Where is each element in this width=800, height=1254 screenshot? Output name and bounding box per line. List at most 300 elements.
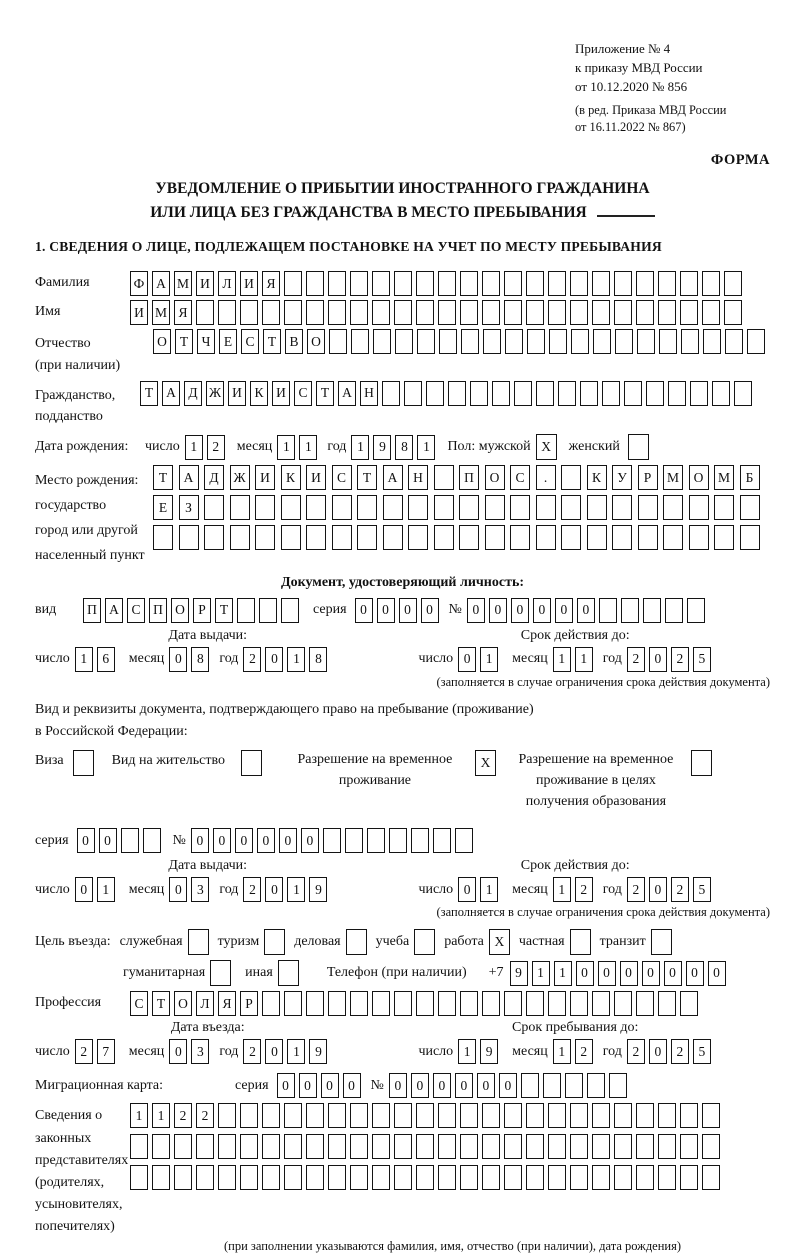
representative-cell[interactable]: 2 — [174, 1103, 192, 1128]
surname-cell[interactable] — [658, 271, 676, 296]
representative-cell[interactable] — [460, 1134, 478, 1159]
name-cell[interactable] — [702, 300, 720, 325]
residence-expiry-year-cell[interactable]: 2 — [671, 877, 689, 902]
phone-digit-cell[interactable]: 9 — [510, 961, 528, 986]
surname-cell[interactable] — [416, 271, 434, 296]
surname-cell[interactable] — [548, 271, 566, 296]
patronymic-cell[interactable] — [615, 329, 633, 354]
edu-permit-checkbox[interactable] — [691, 750, 712, 776]
birth-place-cell[interactable] — [536, 495, 556, 520]
entry-day-cell[interactable]: 2 — [75, 1039, 93, 1064]
surname-cell[interactable]: М — [174, 271, 192, 296]
patronymic-cell[interactable] — [703, 329, 721, 354]
citizenship-cell[interactable] — [624, 381, 642, 406]
profession-cell[interactable] — [372, 991, 390, 1016]
birth-place-cell[interactable] — [408, 525, 428, 550]
profession-cell[interactable] — [680, 991, 698, 1016]
representative-cell[interactable] — [218, 1134, 236, 1159]
doc-kind-cell[interactable]: П — [149, 598, 167, 623]
representative-cell[interactable] — [284, 1103, 302, 1128]
migration-number-cell[interactable] — [543, 1073, 561, 1098]
name-cell[interactable] — [416, 300, 434, 325]
residence-number-cell[interactable] — [411, 828, 429, 853]
doc-series-cell[interactable]: 0 — [377, 598, 395, 623]
birth-place-cell[interactable] — [689, 495, 709, 520]
name-cell[interactable] — [614, 300, 632, 325]
residence-number-cell[interactable] — [323, 828, 341, 853]
patronymic-cell[interactable] — [681, 329, 699, 354]
birth-day-cell[interactable]: 1 — [185, 435, 203, 460]
stay-year-cell[interactable]: 0 — [649, 1039, 667, 1064]
profession-cell[interactable] — [482, 991, 500, 1016]
patronymic-cell[interactable] — [637, 329, 655, 354]
birth-place-cell[interactable] — [510, 525, 530, 550]
citizenship-cell[interactable] — [492, 381, 510, 406]
profession-cell[interactable] — [460, 991, 478, 1016]
migration-number-cell[interactable]: 0 — [455, 1073, 473, 1098]
purpose-transit-checkbox[interactable] — [651, 929, 672, 955]
representative-cell[interactable] — [262, 1165, 280, 1190]
name-cell[interactable] — [548, 300, 566, 325]
representative-cell[interactable] — [658, 1103, 676, 1128]
doc-number-cell[interactable]: 0 — [555, 598, 573, 623]
birth-place-cell[interactable]: С — [510, 465, 530, 490]
residence-expiry-year-cell[interactable]: 2 — [627, 877, 645, 902]
citizenship-cell[interactable] — [404, 381, 422, 406]
doc-kind-cell[interactable]: П — [83, 598, 101, 623]
doc-number-cell[interactable]: 0 — [577, 598, 595, 623]
residence-issue-month-cell[interactable]: 3 — [191, 877, 209, 902]
birth-place-cell[interactable] — [587, 495, 607, 520]
doc-number-cell[interactable] — [621, 598, 639, 623]
doc-kind-cell[interactable]: С — [127, 598, 145, 623]
patronymic-cell[interactable] — [549, 329, 567, 354]
surname-cell[interactable] — [284, 271, 302, 296]
profession-cell[interactable] — [262, 991, 280, 1016]
birth-place-cell[interactable] — [408, 495, 428, 520]
patronymic-cell[interactable]: С — [241, 329, 259, 354]
profession-cell[interactable] — [284, 991, 302, 1016]
birth-place-cell[interactable] — [561, 495, 581, 520]
birth-place-cell[interactable] — [383, 525, 403, 550]
representative-cell[interactable] — [372, 1103, 390, 1128]
representative-cell[interactable] — [394, 1103, 412, 1128]
profession-cell[interactable] — [306, 991, 324, 1016]
birth-place-cell[interactable]: Д — [204, 465, 224, 490]
representative-cell[interactable] — [636, 1165, 654, 1190]
residence-permit-checkbox[interactable] — [241, 750, 262, 776]
birth-place-cell[interactable] — [587, 525, 607, 550]
citizenship-cell[interactable] — [426, 381, 444, 406]
representative-cell[interactable] — [658, 1165, 676, 1190]
representative-cell[interactable]: 1 — [130, 1103, 148, 1128]
birth-place-cell[interactable]: И — [306, 465, 326, 490]
profession-cell[interactable]: С — [130, 991, 148, 1016]
name-cell[interactable] — [460, 300, 478, 325]
surname-cell[interactable] — [680, 271, 698, 296]
surname-cell[interactable] — [438, 271, 456, 296]
birth-place-cell[interactable] — [561, 465, 581, 490]
doc-issue-year-cell[interactable]: 8 — [309, 647, 327, 672]
name-cell[interactable] — [394, 300, 412, 325]
birth-place-cell[interactable] — [255, 495, 275, 520]
birth-place-cell[interactable] — [255, 525, 275, 550]
residence-issue-year-cell[interactable]: 9 — [309, 877, 327, 902]
purpose-study-checkbox[interactable] — [414, 929, 435, 955]
birth-place-cell[interactable]: М — [714, 465, 734, 490]
patronymic-cell[interactable] — [571, 329, 589, 354]
representative-cell[interactable] — [306, 1103, 324, 1128]
birth-place-cell[interactable]: У — [612, 465, 632, 490]
residence-expiry-month-cell[interactable]: 1 — [553, 877, 571, 902]
patronymic-cell[interactable] — [395, 329, 413, 354]
doc-expiry-month-cell[interactable]: 1 — [575, 647, 593, 672]
migration-series-cell[interactable]: 0 — [299, 1073, 317, 1098]
representative-cell[interactable] — [218, 1165, 236, 1190]
profession-cell[interactable] — [328, 991, 346, 1016]
surname-cell[interactable] — [482, 271, 500, 296]
purpose-humanitarian-checkbox[interactable] — [210, 960, 231, 986]
representative-cell[interactable] — [614, 1103, 632, 1128]
representative-cell[interactable] — [548, 1103, 566, 1128]
birth-place-cell[interactable] — [434, 495, 454, 520]
representative-cell[interactable] — [416, 1103, 434, 1128]
patronymic-cell[interactable]: В — [285, 329, 303, 354]
name-cell[interactable] — [196, 300, 214, 325]
doc-kind-cell[interactable] — [237, 598, 255, 623]
representative-cell[interactable] — [174, 1165, 192, 1190]
doc-kind-cell[interactable] — [281, 598, 299, 623]
patronymic-cell[interactable] — [747, 329, 765, 354]
birth-place-cell[interactable]: О — [485, 465, 505, 490]
profession-cell[interactable]: О — [174, 991, 192, 1016]
surname-cell[interactable] — [570, 271, 588, 296]
representative-cell[interactable] — [130, 1134, 148, 1159]
doc-expiry-year-cell[interactable]: 2 — [627, 647, 645, 672]
citizenship-cell[interactable] — [734, 381, 752, 406]
representative-cell[interactable] — [372, 1165, 390, 1190]
name-cell[interactable] — [240, 300, 258, 325]
residence-series-cell[interactable]: 0 — [77, 828, 95, 853]
name-cell[interactable] — [636, 300, 654, 325]
profession-cell[interactable]: Р — [240, 991, 258, 1016]
purpose-official-checkbox[interactable] — [188, 929, 209, 955]
name-cell[interactable] — [724, 300, 742, 325]
migration-number-cell[interactable] — [609, 1073, 627, 1098]
doc-series-cell[interactable]: 0 — [355, 598, 373, 623]
patronymic-cell[interactable] — [351, 329, 369, 354]
entry-year-cell[interactable]: 9 — [309, 1039, 327, 1064]
representative-cell[interactable] — [152, 1134, 170, 1159]
patronymic-cell[interactable] — [461, 329, 479, 354]
phone-digit-cell[interactable]: 1 — [554, 961, 572, 986]
doc-issue-year-cell[interactable]: 0 — [265, 647, 283, 672]
surname-cell[interactable] — [504, 271, 522, 296]
name-cell[interactable] — [504, 300, 522, 325]
migration-series-cell[interactable]: 0 — [277, 1073, 295, 1098]
phone-digit-cell[interactable]: 1 — [532, 961, 550, 986]
stay-month-cell[interactable]: 2 — [575, 1039, 593, 1064]
patronymic-cell[interactable] — [417, 329, 435, 354]
birth-place-cell[interactable] — [281, 525, 301, 550]
patronymic-cell[interactable] — [725, 329, 743, 354]
representative-cell[interactable] — [394, 1165, 412, 1190]
residence-expiry-day-cell[interactable]: 0 — [458, 877, 476, 902]
residence-number-cell[interactable]: 0 — [279, 828, 297, 853]
citizenship-cell[interactable]: Т — [140, 381, 158, 406]
birth-month-cell[interactable]: 1 — [299, 435, 317, 460]
doc-number-cell[interactable]: 0 — [489, 598, 507, 623]
representative-cell[interactable] — [416, 1134, 434, 1159]
name-cell[interactable] — [438, 300, 456, 325]
citizenship-cell[interactable]: Т — [316, 381, 334, 406]
citizenship-cell[interactable] — [580, 381, 598, 406]
birth-place-cell[interactable] — [663, 495, 683, 520]
surname-cell[interactable] — [394, 271, 412, 296]
birth-place-cell[interactable] — [153, 525, 173, 550]
citizenship-cell[interactable] — [536, 381, 554, 406]
birth-place-cell[interactable] — [357, 495, 377, 520]
profession-cell[interactable] — [438, 991, 456, 1016]
name-cell[interactable] — [658, 300, 676, 325]
patronymic-cell[interactable]: Т — [263, 329, 281, 354]
birth-place-cell[interactable] — [434, 525, 454, 550]
name-cell[interactable]: Я — [174, 300, 192, 325]
citizenship-cell[interactable]: И — [272, 381, 290, 406]
birth-place-cell[interactable]: Е — [153, 495, 173, 520]
residence-number-cell[interactable]: 0 — [235, 828, 253, 853]
birth-place-cell[interactable]: С — [332, 465, 352, 490]
representative-cell[interactable] — [196, 1165, 214, 1190]
surname-cell[interactable] — [724, 271, 742, 296]
representative-cell[interactable] — [592, 1103, 610, 1128]
birth-place-cell[interactable]: Р — [638, 465, 658, 490]
doc-kind-cell[interactable]: Т — [215, 598, 233, 623]
citizenship-cell[interactable]: Д — [184, 381, 202, 406]
birth-place-cell[interactable]: И — [255, 465, 275, 490]
representative-cell[interactable] — [636, 1134, 654, 1159]
surname-cell[interactable] — [350, 271, 368, 296]
birth-place-cell[interactable]: З — [179, 495, 199, 520]
representative-cell[interactable] — [262, 1103, 280, 1128]
birth-place-cell[interactable] — [306, 525, 326, 550]
birth-place-cell[interactable]: К — [587, 465, 607, 490]
representative-cell[interactable] — [680, 1103, 698, 1128]
residence-series-cell[interactable] — [143, 828, 161, 853]
stay-year-cell[interactable]: 5 — [693, 1039, 711, 1064]
surname-cell[interactable]: Я — [262, 271, 280, 296]
doc-series-cell[interactable]: 0 — [399, 598, 417, 623]
doc-issue-month-cell[interactable]: 0 — [169, 647, 187, 672]
representative-cell[interactable] — [504, 1134, 522, 1159]
representative-cell[interactable] — [526, 1103, 544, 1128]
birth-place-cell[interactable] — [510, 495, 530, 520]
representative-cell[interactable] — [394, 1134, 412, 1159]
residence-number-cell[interactable] — [345, 828, 363, 853]
profession-cell[interactable]: Т — [152, 991, 170, 1016]
doc-expiry-year-cell[interactable]: 5 — [693, 647, 711, 672]
birth-place-cell[interactable] — [485, 495, 505, 520]
entry-month-cell[interactable]: 3 — [191, 1039, 209, 1064]
purpose-private-checkbox[interactable] — [570, 929, 591, 955]
birth-place-cell[interactable] — [204, 495, 224, 520]
birth-year-cell[interactable]: 1 — [417, 435, 435, 460]
representative-cell[interactable] — [438, 1165, 456, 1190]
birth-day-cell[interactable]: 2 — [207, 435, 225, 460]
citizenship-cell[interactable]: И — [228, 381, 246, 406]
stay-year-cell[interactable]: 2 — [671, 1039, 689, 1064]
purpose-other-checkbox[interactable] — [278, 960, 299, 986]
profession-cell[interactable] — [658, 991, 676, 1016]
doc-issue-year-cell[interactable]: 2 — [243, 647, 261, 672]
citizenship-cell[interactable] — [668, 381, 686, 406]
representative-cell[interactable] — [284, 1134, 302, 1159]
residence-number-cell[interactable]: 0 — [257, 828, 275, 853]
migration-number-cell[interactable]: 0 — [499, 1073, 517, 1098]
birth-place-cell[interactable]: Т — [153, 465, 173, 490]
representative-cell[interactable] — [482, 1165, 500, 1190]
birth-year-cell[interactable]: 1 — [351, 435, 369, 460]
name-cell[interactable]: И — [130, 300, 148, 325]
birth-place-cell[interactable] — [485, 525, 505, 550]
doc-number-cell[interactable] — [643, 598, 661, 623]
residence-expiry-month-cell[interactable]: 2 — [575, 877, 593, 902]
representative-cell[interactable] — [328, 1134, 346, 1159]
entry-year-cell[interactable]: 1 — [287, 1039, 305, 1064]
doc-expiry-year-cell[interactable]: 2 — [671, 647, 689, 672]
birth-place-cell[interactable] — [714, 495, 734, 520]
birth-place-cell[interactable] — [740, 525, 760, 550]
representative-cell[interactable] — [350, 1134, 368, 1159]
profession-cell[interactable]: Я — [218, 991, 236, 1016]
birth-place-cell[interactable] — [332, 495, 352, 520]
residence-series-cell[interactable]: 0 — [99, 828, 117, 853]
representative-cell[interactable] — [636, 1103, 654, 1128]
representative-cell[interactable] — [328, 1103, 346, 1128]
migration-number-cell[interactable] — [587, 1073, 605, 1098]
birth-place-cell[interactable] — [230, 525, 250, 550]
representative-cell[interactable] — [240, 1103, 258, 1128]
name-cell[interactable] — [350, 300, 368, 325]
phone-digit-cell[interactable]: 0 — [620, 961, 638, 986]
birth-place-cell[interactable] — [357, 525, 377, 550]
birth-year-cell[interactable]: 8 — [395, 435, 413, 460]
surname-cell[interactable]: Л — [218, 271, 236, 296]
surname-cell[interactable] — [636, 271, 654, 296]
doc-issue-day-cell[interactable]: 6 — [97, 647, 115, 672]
profession-cell[interactable] — [548, 991, 566, 1016]
representative-cell[interactable] — [702, 1134, 720, 1159]
purpose-business-checkbox[interactable] — [346, 929, 367, 955]
doc-series-cell[interactable]: 0 — [421, 598, 439, 623]
representative-cell[interactable] — [570, 1165, 588, 1190]
profession-cell[interactable] — [350, 991, 368, 1016]
patronymic-cell[interactable] — [329, 329, 347, 354]
patronymic-cell[interactable]: Е — [219, 329, 237, 354]
birth-place-cell[interactable] — [179, 525, 199, 550]
name-cell[interactable] — [526, 300, 544, 325]
citizenship-cell[interactable]: А — [162, 381, 180, 406]
migration-series-cell[interactable]: 0 — [321, 1073, 339, 1098]
representative-cell[interactable] — [240, 1134, 258, 1159]
migration-number-cell[interactable]: 0 — [433, 1073, 451, 1098]
stay-month-cell[interactable]: 1 — [553, 1039, 571, 1064]
representative-cell[interactable] — [548, 1165, 566, 1190]
residence-issue-year-cell[interactable]: 1 — [287, 877, 305, 902]
representative-cell[interactable] — [460, 1103, 478, 1128]
migration-number-cell[interactable] — [521, 1073, 539, 1098]
name-cell[interactable] — [592, 300, 610, 325]
representative-cell[interactable] — [680, 1165, 698, 1190]
patronymic-cell[interactable]: О — [307, 329, 325, 354]
migration-number-cell[interactable]: 0 — [411, 1073, 429, 1098]
representative-cell[interactable] — [680, 1134, 698, 1159]
citizenship-cell[interactable] — [514, 381, 532, 406]
doc-expiry-day-cell[interactable]: 1 — [480, 647, 498, 672]
representative-cell[interactable] — [702, 1165, 720, 1190]
residence-number-cell[interactable]: 0 — [301, 828, 319, 853]
profession-cell[interactable] — [570, 991, 588, 1016]
representative-cell[interactable] — [482, 1103, 500, 1128]
birth-month-cell[interactable]: 1 — [277, 435, 295, 460]
residence-expiry-day-cell[interactable]: 1 — [480, 877, 498, 902]
stay-day-cell[interactable]: 1 — [458, 1039, 476, 1064]
representative-cell[interactable] — [306, 1134, 324, 1159]
residence-issue-month-cell[interactable]: 0 — [169, 877, 187, 902]
profession-cell[interactable] — [592, 991, 610, 1016]
profession-cell[interactable]: Л — [196, 991, 214, 1016]
representative-cell[interactable] — [350, 1165, 368, 1190]
doc-issue-year-cell[interactable]: 1 — [287, 647, 305, 672]
phone-digit-cell[interactable]: 0 — [664, 961, 682, 986]
birth-place-cell[interactable] — [204, 525, 224, 550]
patronymic-cell[interactable] — [373, 329, 391, 354]
birth-place-cell[interactable] — [383, 495, 403, 520]
phone-digit-cell[interactable]: 0 — [576, 961, 594, 986]
representative-cell[interactable] — [416, 1165, 434, 1190]
representative-cell[interactable] — [658, 1134, 676, 1159]
representative-cell[interactable] — [372, 1134, 390, 1159]
representative-cell[interactable] — [482, 1134, 500, 1159]
doc-number-cell[interactable]: 0 — [511, 598, 529, 623]
surname-cell[interactable] — [702, 271, 720, 296]
birth-place-cell[interactable]: Б — [740, 465, 760, 490]
birth-place-cell[interactable] — [561, 525, 581, 550]
patronymic-cell[interactable] — [505, 329, 523, 354]
representative-cell[interactable]: 2 — [196, 1103, 214, 1128]
doc-number-cell[interactable] — [599, 598, 617, 623]
representative-cell[interactable] — [218, 1103, 236, 1128]
birth-place-cell[interactable]: П — [459, 465, 479, 490]
profession-cell[interactable] — [504, 991, 522, 1016]
birth-place-cell[interactable] — [740, 495, 760, 520]
birth-place-cell[interactable]: М — [663, 465, 683, 490]
birth-place-cell[interactable] — [230, 495, 250, 520]
residence-issue-day-cell[interactable]: 0 — [75, 877, 93, 902]
representative-cell[interactable] — [438, 1134, 456, 1159]
birth-place-cell[interactable] — [689, 525, 709, 550]
representative-cell[interactable] — [130, 1165, 148, 1190]
surname-cell[interactable]: И — [196, 271, 214, 296]
doc-number-cell[interactable]: 0 — [533, 598, 551, 623]
surname-cell[interactable] — [614, 271, 632, 296]
birth-place-cell[interactable] — [306, 495, 326, 520]
doc-number-cell[interactable]: 0 — [467, 598, 485, 623]
residence-number-cell[interactable]: 0 — [191, 828, 209, 853]
representative-cell[interactable] — [570, 1134, 588, 1159]
birth-place-cell[interactable] — [663, 525, 683, 550]
name-cell[interactable] — [262, 300, 280, 325]
